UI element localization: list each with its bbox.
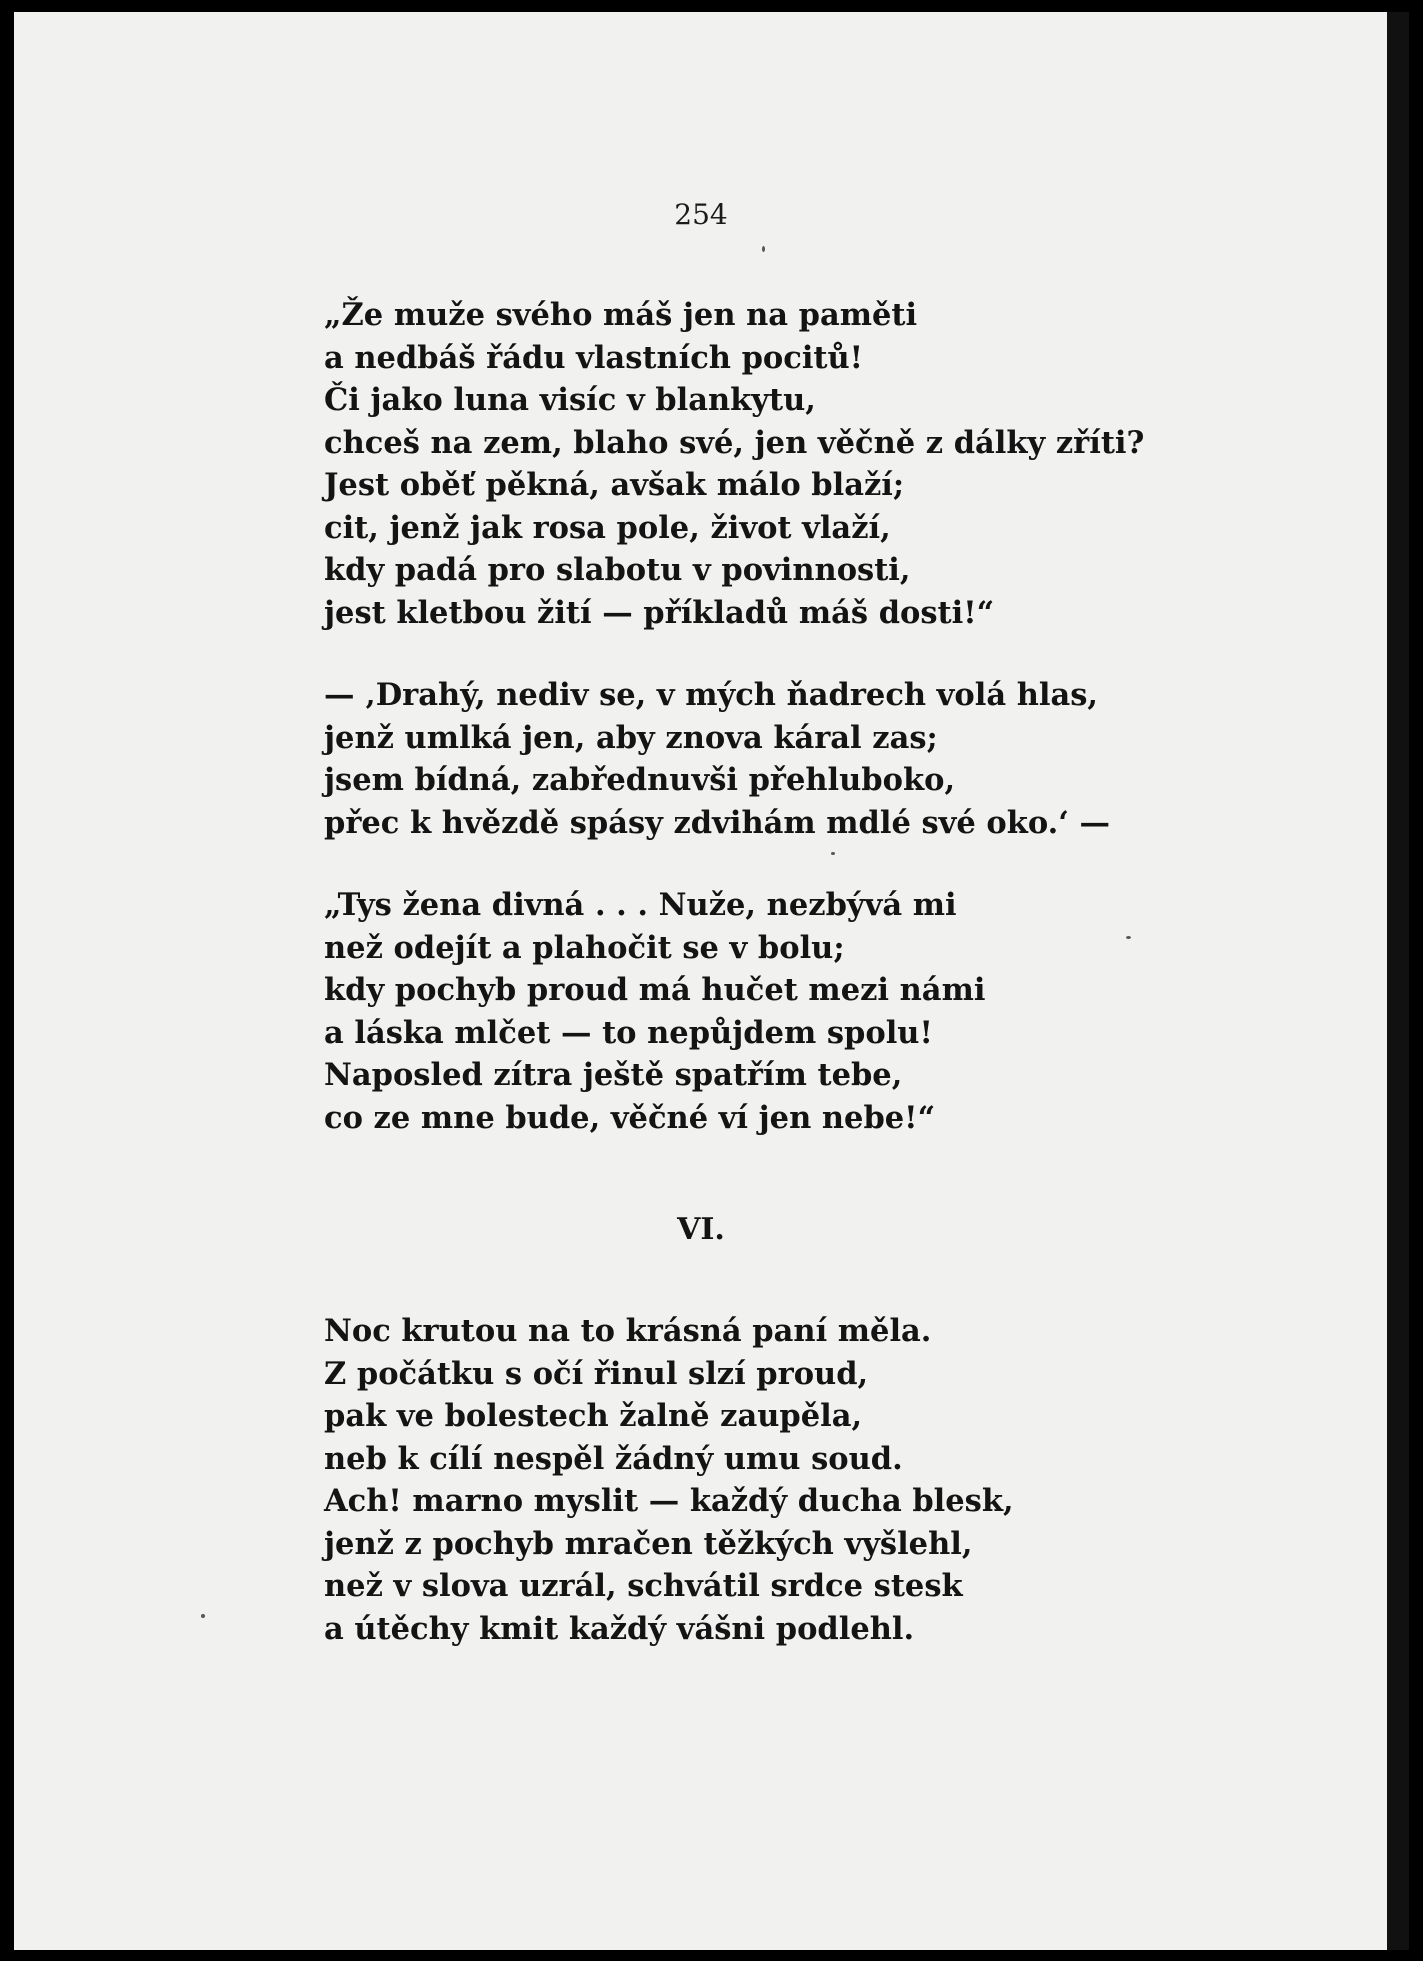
scanned-page <box>14 12 1388 1950</box>
scan-speck <box>831 852 835 855</box>
scan-speck <box>762 246 765 252</box>
verse-line: cit, jenž jak rosa pole, život vlaží, <box>324 509 891 546</box>
stanza-section-vi <box>324 1310 1014 1650</box>
verse-line: Ach! marno myslit — každý ducha blesk, <box>324 1483 1014 1519</box>
verse-line: — ‚Drahý, nediv se, v mých ňadrech volá hlas, <box>324 677 1099 713</box>
verse-line: jest kletbou žití — příkladů máš dosti!“ <box>324 594 995 631</box>
stanza-1 <box>324 294 1144 634</box>
scan-edge <box>1387 12 1409 1950</box>
scan-speck <box>1126 936 1131 939</box>
verse-line: Naposled zítra ještě spatřím tebe, <box>324 1057 903 1093</box>
verse-line: kdy pochyb proud má hučet mezi námi <box>324 972 986 1008</box>
verse-line: Jest oběť pěkná, avšak málo blaží; <box>324 467 905 503</box>
verse-line: a láska mlčet — to nepůjdem spolu! <box>324 1014 933 1051</box>
verse-line: než odejít a plahočit se v bolu; <box>324 929 845 966</box>
verse-line: Či jako luna visíc v blankytu, <box>324 382 816 418</box>
section-heading: VI. <box>677 1212 725 1247</box>
verse-line: kdy padá pro slabotu v povinnosti, <box>324 552 911 588</box>
verse-line: přec k hvězdě spásy zdvihám mdlé své oko.‘ — <box>324 804 1111 841</box>
verse-line: jenž umlká jen, aby znova káral zas; <box>324 719 938 756</box>
verse-line: chceš na zem, blaho své, jen věčně z dálky zříti? <box>324 424 1145 461</box>
verse-line: než v slova uzrál, schvátil srdce stesk <box>324 1568 963 1604</box>
verse-line: jsem bídná, zabřednuvši přehluboko, <box>324 762 956 798</box>
verse-line: Noc krutou na to krásná paní měla. <box>324 1313 932 1349</box>
verse-line: „Že muže svého máš jen na paměti <box>324 297 918 333</box>
verse-line: a útěchy kmit každý vášni podlehl. <box>324 1610 915 1647</box>
verse-line: co ze mne bude, věčné ví jen nebe!“ <box>324 1099 936 1136</box>
verse-line: pak ve bolestech žalně zaupěla, <box>324 1398 863 1434</box>
verse-line: neb k cílí nespěl žádný umu soud. <box>324 1440 903 1477</box>
verse-line: Z počátku s očí řinul slzí proud, <box>324 1355 869 1392</box>
page-number: 254 <box>674 198 728 231</box>
verse-line: a nedbáš řádu vlastních pocitů! <box>324 339 864 376</box>
verse-line: „Tys žena divná . . . Nuže, nezbývá mi <box>324 887 957 923</box>
verse-line: jenž z pochyb mračen těžkých vyšlehl, <box>324 1525 973 1562</box>
scan-speck <box>201 1614 205 1618</box>
stanza-3 <box>324 884 985 1139</box>
stanza-2 <box>324 674 1110 844</box>
